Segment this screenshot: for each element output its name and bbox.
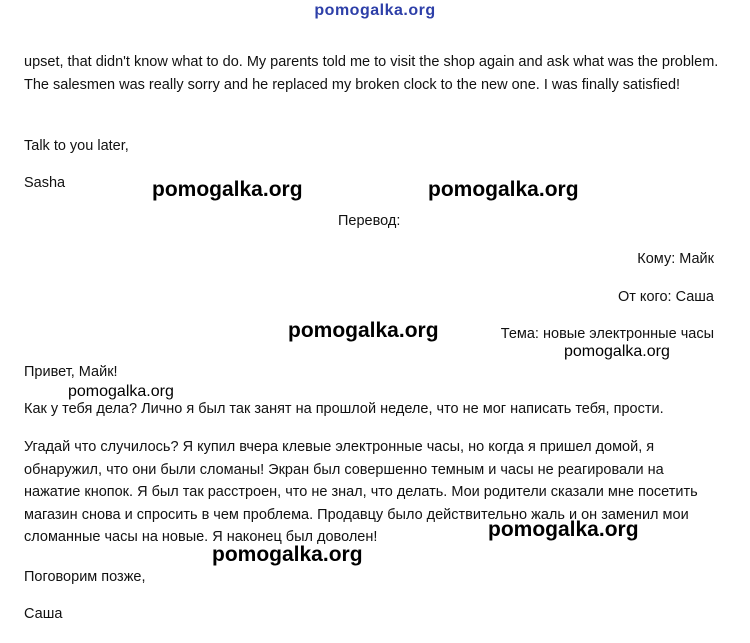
- watermark: pomogalka.org: [488, 518, 639, 541]
- watermark-top: pomogalka.org: [314, 2, 436, 19]
- translation-paragraph-2: Угадай что случилось? Я купил вчера клевые электронные часы, но когда я пришел домой, я обнаружил, что они были сломаны! Экран был совершенно темным и часы не реагировали на нажатие кнопок. Я был так расстроен, что не знал, что делать. Мои родители сказали мне посетить магазин снова и спросить в чем проблема. Продавцу было действительно жаль и он заменил мои сломанные часы на новые. Я наконец был доволен!: [24, 439, 698, 545]
- watermark: pomogalka.org: [68, 383, 174, 400]
- from-line: От кого: Саша: [617, 289, 714, 305]
- translation-heading: Перевод:: [338, 213, 401, 229]
- english-signature: Sasha: [24, 175, 66, 191]
- watermark: pomogalka.org: [152, 178, 303, 201]
- greeting: Привет, Майк!: [24, 364, 118, 380]
- watermark: pomogalka.org: [564, 343, 670, 360]
- english-closing: Talk to you later,: [24, 138, 129, 154]
- subject-line: Тема: новые электронные часы: [500, 326, 714, 342]
- english-paragraph: upset, that didn't know what to do. My parents told me to visit the shop again and ask what was the problem. The salesmen was really sorry and he replaced my broken clock to the new one. I was finally satisfied!: [24, 54, 719, 93]
- watermark: pomogalka.org: [428, 178, 579, 201]
- translation-paragraph-1: Как у тебя дела? Лично я был так занят на прошлой неделе, что не мог написать тебя, прости.: [24, 401, 664, 417]
- to-line: Кому: Майк: [637, 251, 714, 267]
- watermark: pomogalka.org: [212, 543, 363, 566]
- watermark: pomogalka.org: [288, 319, 439, 342]
- translation-closing: Поговорим позже,: [24, 569, 146, 585]
- translation-signature: Саша: [24, 606, 63, 622]
